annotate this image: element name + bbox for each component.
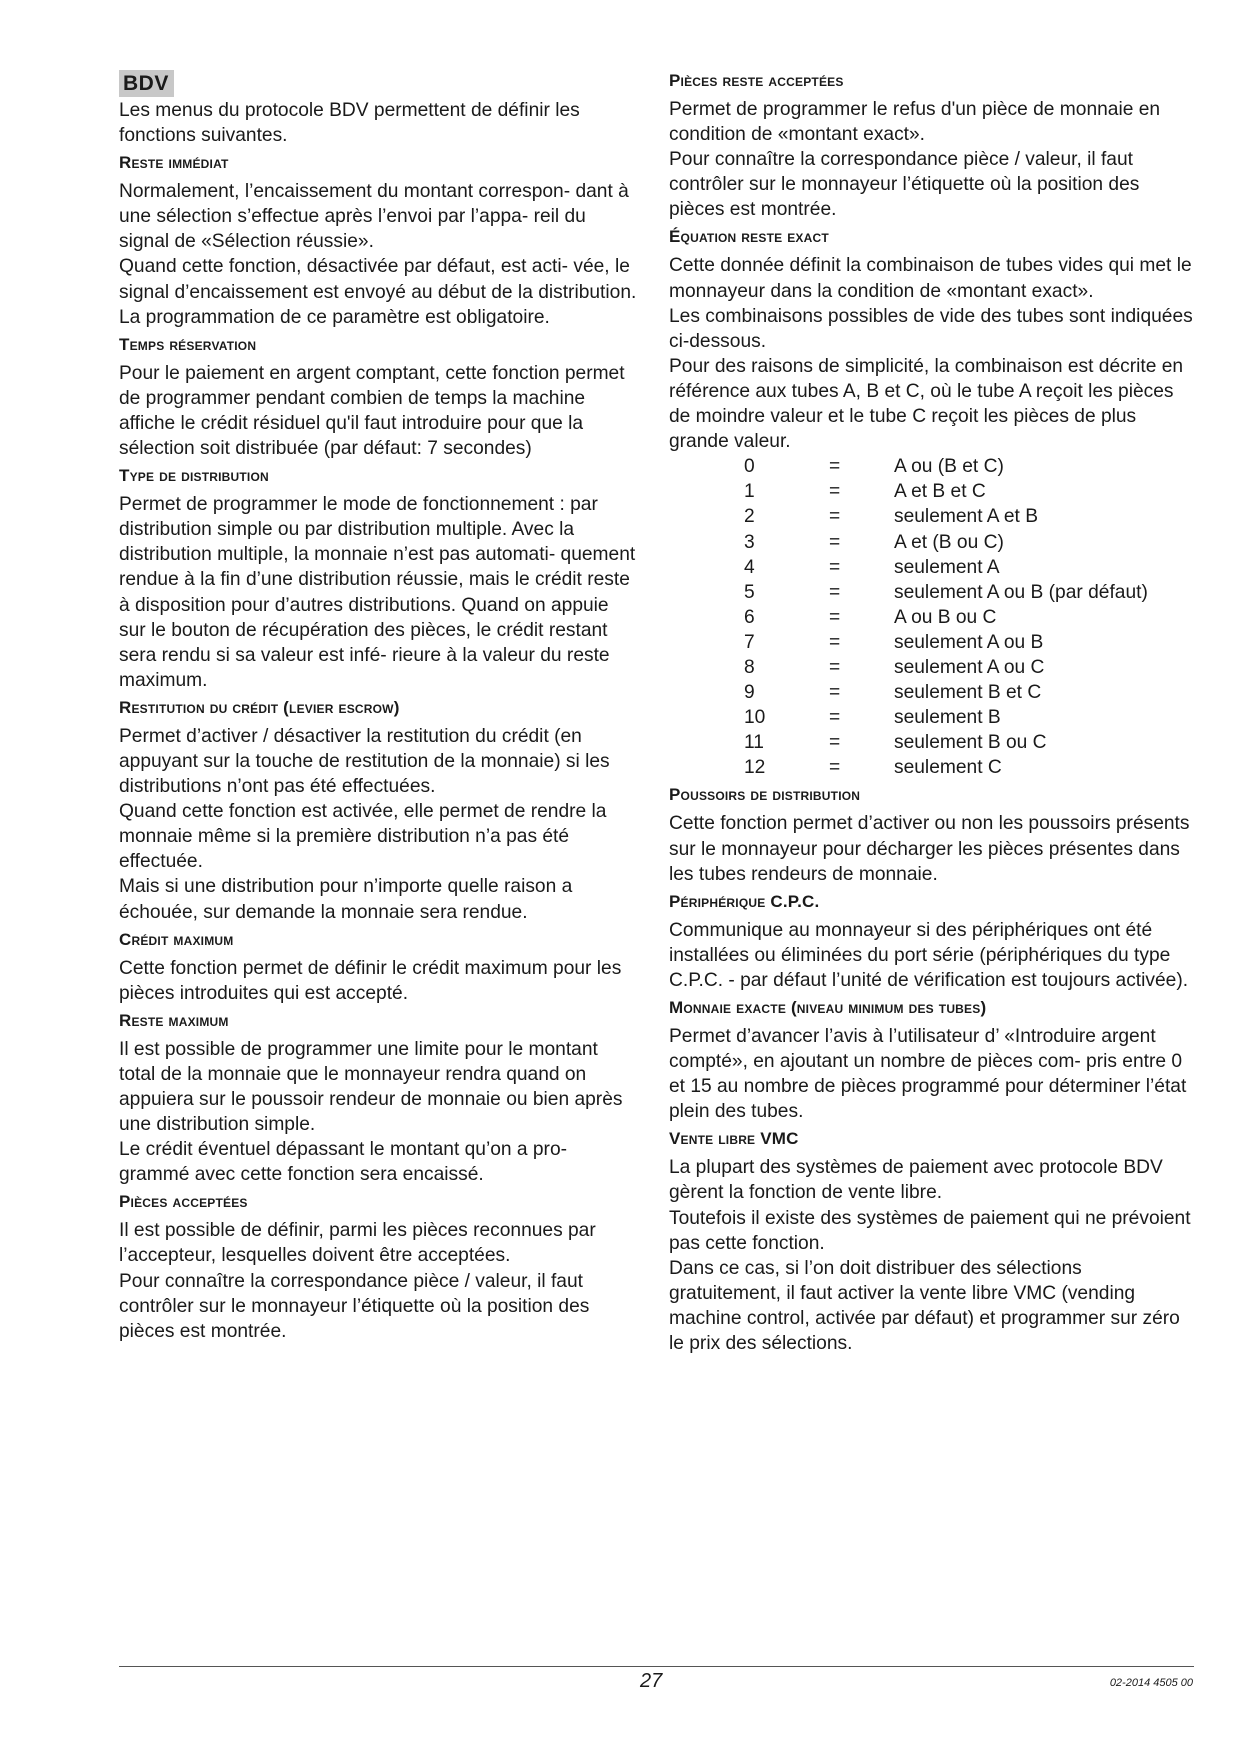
paragraph: Le crédit éventuel dépassant le montant qu’on a pro- grammé avec cette fonction sera encaissé. — [119, 1139, 568, 1186]
paragraph: Cette donnée définit la combinaison de tubes vides qui met le monnayeur dans la condition de «montant exact». — [669, 255, 1192, 302]
paragraph: Pour connaître la correspondance pièce / valeur, il faut contrôler sur le monnayeur l’étiquette où la position des pièces est montrée. — [669, 149, 1140, 221]
equation-sign: = — [829, 556, 841, 578]
section-title-bdv: BDV — [119, 70, 174, 97]
paragraph: Permet de programmer le refus d'un pièce de monnaie en condition de «montant exact». — [669, 99, 1161, 146]
equation-number: 7 — [744, 631, 755, 653]
equation-row — [739, 730, 1194, 755]
equation-value: seulement A — [894, 556, 1000, 578]
equation-number: 0 — [744, 456, 755, 478]
equation-sign: = — [829, 606, 841, 628]
equation-row — [739, 504, 1194, 529]
section-heading: Temps réservation — [119, 334, 257, 354]
equation-sign: = — [829, 506, 841, 528]
paragraph: Quand cette fonction, désactivée par défaut, est acti- vée, le signal d’encaissement est envoyé au début de la distribution. La programmation de ce paramètre est obligatoire. — [119, 256, 637, 328]
paragraph: Quand cette fonction est activée, elle permet de rendre la monnaie même si la première distribution n’a pas été effectuée. — [119, 801, 607, 873]
section-heading: Type de distribution — [119, 466, 269, 486]
paragraph: Toutefois il existe des systèmes de paiement qui ne prévoient pas cette fonction. — [669, 1207, 1191, 1254]
section-vente-libre-vmc — [669, 1128, 1194, 1356]
section-equation-reste-exact — [669, 226, 1194, 780]
section-reste-maximum — [119, 1010, 639, 1188]
right-column — [669, 70, 1194, 1356]
equation-number: 8 — [744, 656, 755, 678]
left-column — [119, 70, 639, 1344]
section-heading: Restitution du crédit (levier escrow) — [119, 697, 400, 717]
equation-value: A et B et C — [894, 481, 986, 503]
section-heading: Monnaie exacte (niveau minimum des tubes) — [669, 998, 987, 1017]
equation-value: A ou B ou C — [894, 606, 997, 628]
paragraph: Permet de programmer le mode de fonctionnement : par distribution simple ou par distribution multiple. Avec la distribution multiple, la monnaie n’est pas automati- quement rendue à la fin d’une distribution réussie, mais le crédit reste à disposition pour d’autres distributions. Quand on appuie sur le bouton de récupération des pièces, le crédit restant sera rendu si sa valeur est infé- rieure à la valeur du reste maximum. — [119, 494, 636, 691]
section-restitution-credit — [119, 697, 639, 925]
section-heading: Vente libre VMC — [669, 1129, 799, 1149]
paragraph: Cette fonction permet de définir le crédit maximum pour les pièces introduites qui est accepté. — [119, 957, 622, 1004]
equation-number: 1 — [744, 481, 755, 503]
section-peripherique-cpc — [669, 891, 1194, 993]
equation-sign: = — [829, 581, 841, 603]
paragraph: Pour connaître la correspondance pièce / valeur, il faut contrôler sur le monnayeur l’étiquette où la position des pièces est montrée. — [119, 1270, 590, 1342]
paragraph: Pour des raisons de simplicité, la combinaison est décrite en référence aux tubes A, B et C, où le tube A reçoit les pièces de moindre valeur et le tube C reçoit les pièces de plus grande valeur. — [669, 355, 1184, 453]
equation-value: A ou (B et C) — [894, 456, 1004, 478]
paragraph: Il est possible de programmer une limite pour le montant total de la monnaie que le monnayeur rendra quand on appuiera sur le poussoir rendeur de monnaie ou bien après une distribution simple. — [119, 1038, 623, 1136]
equation-value: seulement A ou B — [894, 631, 1044, 653]
section-heading: Périphérique C.P.C. — [669, 891, 820, 911]
equation-sign: = — [829, 456, 841, 478]
equation-row — [739, 655, 1194, 680]
equation-number: 4 — [744, 556, 755, 578]
equation-number: 9 — [744, 682, 755, 704]
section-heading: Pièces reste acceptées — [669, 71, 844, 90]
page-number: 27 — [640, 1670, 663, 1692]
equation-number: 10 — [744, 707, 766, 729]
equation-row — [739, 580, 1194, 605]
equation-value: seulement A ou B (par défaut) — [894, 581, 1148, 603]
equation-value: seulement B ou C — [894, 732, 1047, 754]
equation-sign: = — [829, 531, 841, 553]
equation-sign: = — [829, 656, 841, 678]
section-monnaie-exacte — [669, 997, 1194, 1124]
section-poussoirs-distribution — [669, 784, 1194, 886]
equation-number: 5 — [744, 581, 755, 603]
equation-number: 12 — [744, 757, 766, 779]
paragraph: Communique au monnayeur si des périphériques ont été installées ou éliminées du port série (périphériques du type C.P.C. - par défaut l’unité de vérification est toujours activée). — [669, 919, 1189, 991]
equation-value: seulement C — [894, 757, 1002, 779]
equation-value: seulement A et B — [894, 506, 1038, 528]
equation-number: 11 — [744, 732, 764, 754]
section-heading: Reste immédiat — [119, 153, 229, 173]
equation-row — [739, 755, 1194, 780]
equation-sign: = — [829, 707, 841, 729]
section-heading: Pièces acceptées — [119, 1192, 248, 1212]
paragraph: Les combinaisons possibles de vide des tubes sont indiquées ci-dessous. — [669, 305, 1193, 352]
equation-row — [739, 479, 1194, 504]
section-credit-maximum — [119, 929, 639, 1006]
paragraph: Il est possible de définir, parmi les pièces reconnues par l’accepteur, lesquelles doivent être acceptées. — [119, 1220, 596, 1267]
equation-row — [739, 530, 1194, 555]
section-temps-reservation — [119, 334, 639, 461]
section-heading: Crédit maximum — [119, 929, 234, 949]
paragraph: Normalement, l’encaissement du montant correspon- dant à une sélection s’effectue après l’envoi par l’appa- reil du signal de «Sélection réussie». — [119, 181, 629, 253]
equation-number: 2 — [744, 506, 755, 528]
equation-row — [739, 630, 1194, 655]
paragraph: Mais si une distribution pour n’importe quelle raison a échouée, sur demande la monnaie sera rendue. — [119, 876, 573, 923]
footer-divider — [119, 1666, 1194, 1667]
equation-sign: = — [829, 631, 841, 653]
section-heading: Poussoirs de distribution — [669, 785, 861, 805]
paragraph: La plupart des systèmes de paiement avec protocole BDV gèrent la fonction de vente libre. — [669, 1157, 1163, 1204]
paragraph: Pour le paiement en argent comptant, cette fonction permet de programmer pendant combien de temps la machine affiche le crédit résiduel qu'il faut introduire pour que la sélection soit distribuée (par défaut: 7 secondes) — [119, 362, 625, 460]
equation-row — [739, 705, 1194, 730]
equation-row — [739, 555, 1194, 580]
equation-number: 6 — [744, 606, 755, 628]
section-heading: Équation reste exact — [669, 227, 829, 247]
equation-value: seulement B et C — [894, 682, 1042, 704]
equation-table — [739, 454, 1194, 780]
equation-value: A et (B ou C) — [894, 531, 1004, 553]
equation-row — [739, 605, 1194, 630]
paragraph: Permet d’avancer l’avis à l’utilisateur d’ «Introduire argent compté», en ajoutant un nombre de pièces com- pris entre 0 et 15 au nombre de pièces programmé pour déterminer l’état plein des tubes. — [669, 1026, 1187, 1123]
equation-sign: = — [829, 732, 841, 754]
paragraph: Cette fonction permet d’activer ou non les poussoirs présents sur le monnayeur pour décharger les pièces présentes dans les tubes rendeurs de monnaie. — [669, 813, 1190, 885]
equation-sign: = — [829, 481, 841, 503]
document-code: 02-2014 4505 00 — [1109, 1677, 1193, 1689]
section-pieces-reste-acceptees — [669, 70, 1194, 222]
paragraph: Permet d’activer / désactiver la restitution du crédit (en appuyant sur la touche de restitution de la monnaie) si les distributions n’ont pas été effectuées. — [119, 725, 610, 798]
equation-row — [739, 454, 1194, 479]
section-reste-immediat — [119, 152, 639, 330]
equation-row — [739, 680, 1194, 705]
intro-paragraph: Les menus du protocole BDV permettent de définir les fonctions suivantes. — [119, 100, 580, 147]
equation-sign: = — [829, 757, 841, 779]
equation-value: seulement B — [894, 707, 1001, 729]
equation-number: 3 — [744, 531, 755, 553]
section-type-distribution — [119, 465, 639, 693]
section-heading: Reste maximum — [119, 1010, 229, 1030]
equation-value: seulement A ou C — [894, 656, 1045, 678]
paragraph: Dans ce cas, si l’on doit distribuer des sélections gratuitement, il faut activer la vente libre VMC (vending machine control, activée par défaut) et programmer sur zéro le prix des sélections. — [669, 1257, 1180, 1355]
equation-sign: = — [829, 682, 841, 704]
section-pieces-acceptees — [119, 1191, 639, 1343]
